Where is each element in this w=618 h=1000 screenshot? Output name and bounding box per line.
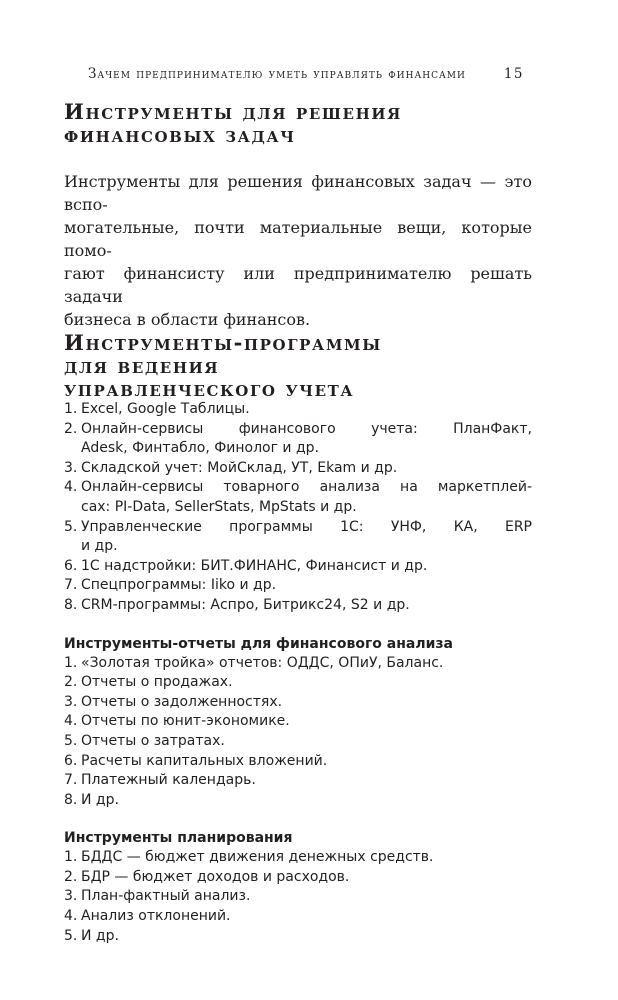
item-number: 5.: [64, 518, 78, 535]
item-number: 1.: [64, 849, 78, 866]
item-text: БДР — бюджет доходов и расходов.: [81, 868, 350, 885]
item-text: И др.: [81, 791, 119, 808]
item-number: 3.: [64, 459, 78, 476]
item-number: 6.: [64, 752, 78, 769]
heading-line: Инструменты для решения: [64, 99, 402, 124]
item-number: 6.: [64, 557, 78, 574]
list-item: [64, 459, 532, 479]
list-item: [64, 518, 532, 557]
item-number: 5.: [64, 732, 78, 749]
item-number: 3.: [64, 693, 78, 710]
item-text: Спецпрограммы: Iiko и др.: [81, 577, 277, 594]
paragraph-line: Инструменты для решения финансовых задач — это вспо-: [64, 172, 532, 214]
item-text: сах: PI-Data, SellerStats, MpStats и др.: [81, 498, 357, 515]
item-text: Отчеты о продажах.: [81, 674, 233, 691]
heading-line: для ведения: [64, 353, 220, 378]
item-text: План-фактный анализ.: [81, 888, 251, 905]
item-text: Складской учет: МойСклад, УТ, Ekam и др.: [81, 459, 398, 476]
list-item: [64, 732, 532, 752]
item-text: «Золотая тройка» отчетов: ОДДС, ОПиУ, Баланс.: [81, 654, 444, 671]
list-item: [64, 420, 532, 459]
item-number: 1.: [64, 401, 78, 417]
planning-list: [64, 848, 532, 946]
programs-list: [64, 400, 532, 616]
item-text: Онлайн-сервисы финансового учета: ПланФакт,: [81, 420, 532, 437]
list-item: [64, 771, 532, 791]
section-heading-programs: [64, 331, 532, 400]
item-number: 2.: [64, 674, 78, 691]
item-text: Отчеты о задолженностях.: [81, 693, 283, 710]
item-number: 4.: [64, 908, 78, 925]
item-text: И др.: [81, 927, 119, 944]
list-item: [64, 596, 532, 616]
item-text: Платежный календарь.: [81, 772, 256, 789]
item-number: 4.: [64, 479, 78, 496]
item-text: Adesk, Финтабло, Финолог и др.: [81, 440, 319, 457]
item-text: Управленческие программы 1С: УНФ, КА, ERP: [81, 518, 532, 535]
list-item: [64, 576, 532, 596]
page-content: [64, 100, 532, 946]
paragraph-line: гают финансисту или предпринимателю решать задачи: [64, 264, 532, 306]
intro-paragraph: [64, 170, 532, 331]
item-text: Расчеты капитальных вложений.: [81, 752, 328, 769]
subheading-planning: Инструменты планирования: [64, 830, 293, 847]
item-text: Отчеты о затратах.: [81, 732, 225, 749]
subheading-reports: Инструменты-отчеты для финансового анализа: [64, 635, 453, 652]
item-number: 7.: [64, 577, 78, 594]
list-item: [64, 791, 532, 811]
item-number: 2.: [64, 420, 78, 437]
item-text: БДДС — бюджет движения денежных средств.: [81, 849, 434, 866]
item-text: Онлайн-сервисы товарного анализа на маркетплей-: [81, 479, 532, 496]
paragraph-line: могательные, почти материальные вещи, которые помо-: [64, 218, 532, 260]
list-item: [64, 848, 532, 868]
paragraph-line: бизнеса в области финансов.: [64, 310, 311, 329]
item-number: 1.: [64, 654, 78, 671]
list-item: [64, 907, 532, 927]
list-item: [64, 693, 532, 713]
list-item: [64, 868, 532, 888]
item-text: Excel, Google Таблицы.: [81, 401, 250, 417]
heading-line: Инструменты-программы: [64, 330, 382, 355]
running-head: [88, 66, 532, 82]
heading-line: финансовых задач: [64, 122, 296, 147]
heading-line: управленческого учета: [64, 376, 355, 401]
item-text: Отчеты по юнит-экономике.: [81, 713, 290, 730]
item-number: 8.: [64, 596, 78, 613]
running-head-title: Зачем предпринимателю уметь управлять финансами: [88, 66, 466, 82]
list-item: [64, 752, 532, 772]
item-number: 4.: [64, 713, 78, 730]
item-number: 7.: [64, 772, 78, 789]
reports-list: [64, 654, 532, 811]
item-text: CRM-программы: Аспро, Битрикс24, S2 и др.: [81, 596, 410, 613]
list-item: [64, 927, 532, 947]
list-item: [64, 478, 532, 517]
item-text: и др.: [81, 538, 118, 555]
list-item: [64, 557, 532, 577]
item-text: 1С надстройки: БИТ.ФИНАНС, Финансист и др.: [81, 557, 428, 574]
list-item: [64, 654, 532, 674]
item-number: 5.: [64, 927, 78, 944]
list-item: [64, 712, 532, 732]
item-number: 8.: [64, 791, 78, 808]
item-number: 3.: [64, 888, 78, 905]
page-number: 15: [503, 66, 524, 82]
item-number: 2.: [64, 868, 78, 885]
item-text: Анализ отклонений.: [81, 908, 231, 925]
list-item: [64, 400, 532, 420]
list-item: [64, 673, 532, 693]
list-item: [64, 887, 532, 907]
section-heading-tools: [64, 100, 532, 146]
